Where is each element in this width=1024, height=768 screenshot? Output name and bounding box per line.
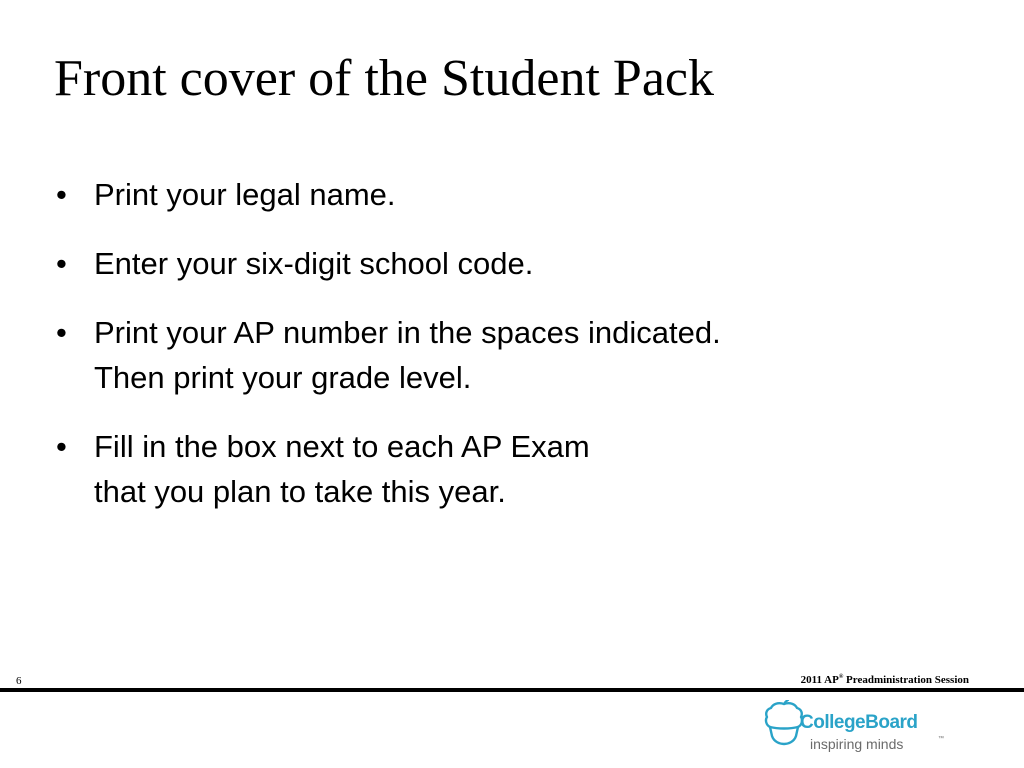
trademark-mark: ™ xyxy=(938,736,944,742)
bullet-text xyxy=(94,241,533,286)
session-label xyxy=(801,674,969,686)
session-label-prefix: 2011 AP xyxy=(800,674,839,686)
bullet-line: Then print your grade level. xyxy=(94,360,472,395)
bullet-line: Enter your six-digit school code. xyxy=(94,246,534,281)
page-number: 6 xyxy=(16,675,22,687)
bullet-icon: • xyxy=(56,246,67,281)
collegeboard-logo xyxy=(764,700,954,760)
footer-divider xyxy=(0,688,1024,692)
logo-tagline: inspiring minds xyxy=(810,736,904,752)
acorn-icon xyxy=(764,700,804,746)
bullet-item xyxy=(56,241,976,286)
session-label-suffix: Preadministration Session xyxy=(843,674,969,686)
bullet-line: that you plan to take this year. xyxy=(94,474,506,509)
bullet-text xyxy=(94,424,590,514)
bullet-icon: • xyxy=(56,315,67,350)
bullet-line: Print your AP number in the spaces indicated. xyxy=(94,315,721,350)
bullet-line: Print your legal name. xyxy=(94,177,396,212)
bullet-icon: • xyxy=(56,429,67,464)
bullet-icon: • xyxy=(56,177,67,212)
bullet-text xyxy=(94,172,396,217)
bullet-list xyxy=(56,172,976,538)
logo-wordmark: CollegeBoard xyxy=(800,712,918,733)
registered-mark: ® xyxy=(838,674,844,680)
bullet-text xyxy=(94,310,721,400)
bullet-item xyxy=(56,310,976,400)
slide-title: Front cover of the Student Pack xyxy=(54,50,714,107)
bullet-line: Fill in the box next to each AP Exam xyxy=(94,429,590,464)
bullet-item xyxy=(56,172,976,217)
bullet-item xyxy=(56,424,976,514)
